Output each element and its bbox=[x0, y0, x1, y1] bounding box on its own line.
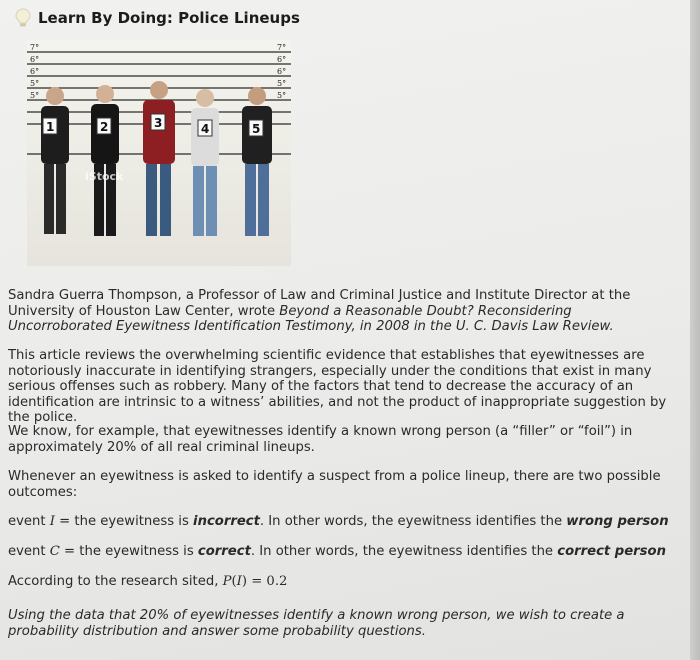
svg-text:2: 2 bbox=[100, 120, 109, 134]
svg-text:3: 3 bbox=[154, 116, 163, 130]
height-mark: 6° bbox=[30, 67, 40, 76]
fact-paragraph: We know, for example, that eyewitnesses identify a known wrong person (a “filler” or “foil”) in approximately 20% of all real criminal lineups. bbox=[8, 424, 633, 455]
closing-paragraph: Using the data that 20% of eyewitnesses identify a known wrong person, we wish to create a probability distribution and answer some probability questions. bbox=[8, 608, 625, 639]
svg-text:5: 5 bbox=[252, 122, 261, 136]
height-mark: 7° bbox=[277, 43, 287, 52]
lightbulb-icon bbox=[14, 8, 32, 28]
height-mark: 5° bbox=[30, 91, 40, 100]
quote-paragraph: This article reviews the overwhelming scientific evidence that establishes that eyewitnesses are notoriously inaccurate in identifying strangers, especially under the conditions that exist in many serious offenses such as robbery. Many of the factors that tend to decrease the accuracy of an identification are intrinsic to a witness’ abilities, and not the product of inappropriate suggestion by the police. bbox=[8, 348, 667, 425]
event-correct: event C = the eyewitness is correct. In other words, the eyewitness identifies the correct person bbox=[8, 544, 666, 559]
height-mark: 6° bbox=[277, 55, 287, 64]
lineup-photo bbox=[27, 40, 291, 266]
svg-text:4: 4 bbox=[201, 122, 210, 136]
page-title: Learn By Doing: Police Lineups bbox=[38, 9, 300, 27]
height-mark: 6° bbox=[30, 55, 40, 64]
event-incorrect: event I = the eyewitness is incorrect. In other words, the eyewitness identifies the wrong person bbox=[8, 514, 669, 529]
svg-text:1: 1 bbox=[46, 120, 55, 134]
intro-paragraph: Sandra Guerra Thompson, a Professor of Law and Criminal Justice and Institute Director at the University of Houston Law Center, wrote Beyond a Reasonable Doubt? Reconsidering Uncorroborated Eyewitness Identification Testimony, in 2008 in the U. C. Davis Law Review. bbox=[8, 288, 631, 334]
outcomes-paragraph: Whenever an eyewitness is asked to identify a suspect from a police lineup, there are two possible outcomes: bbox=[8, 469, 661, 500]
research-line: According to the research sited, P(I) = 0.2 bbox=[8, 574, 288, 589]
height-mark: 5° bbox=[277, 91, 287, 100]
watermark: iStock bbox=[85, 170, 124, 183]
page-edge bbox=[690, 0, 700, 660]
height-mark: 5° bbox=[277, 79, 287, 88]
height-mark: 7° bbox=[30, 43, 40, 52]
header bbox=[14, 6, 300, 30]
height-mark: 6° bbox=[277, 67, 287, 76]
height-mark: 5° bbox=[30, 79, 40, 88]
